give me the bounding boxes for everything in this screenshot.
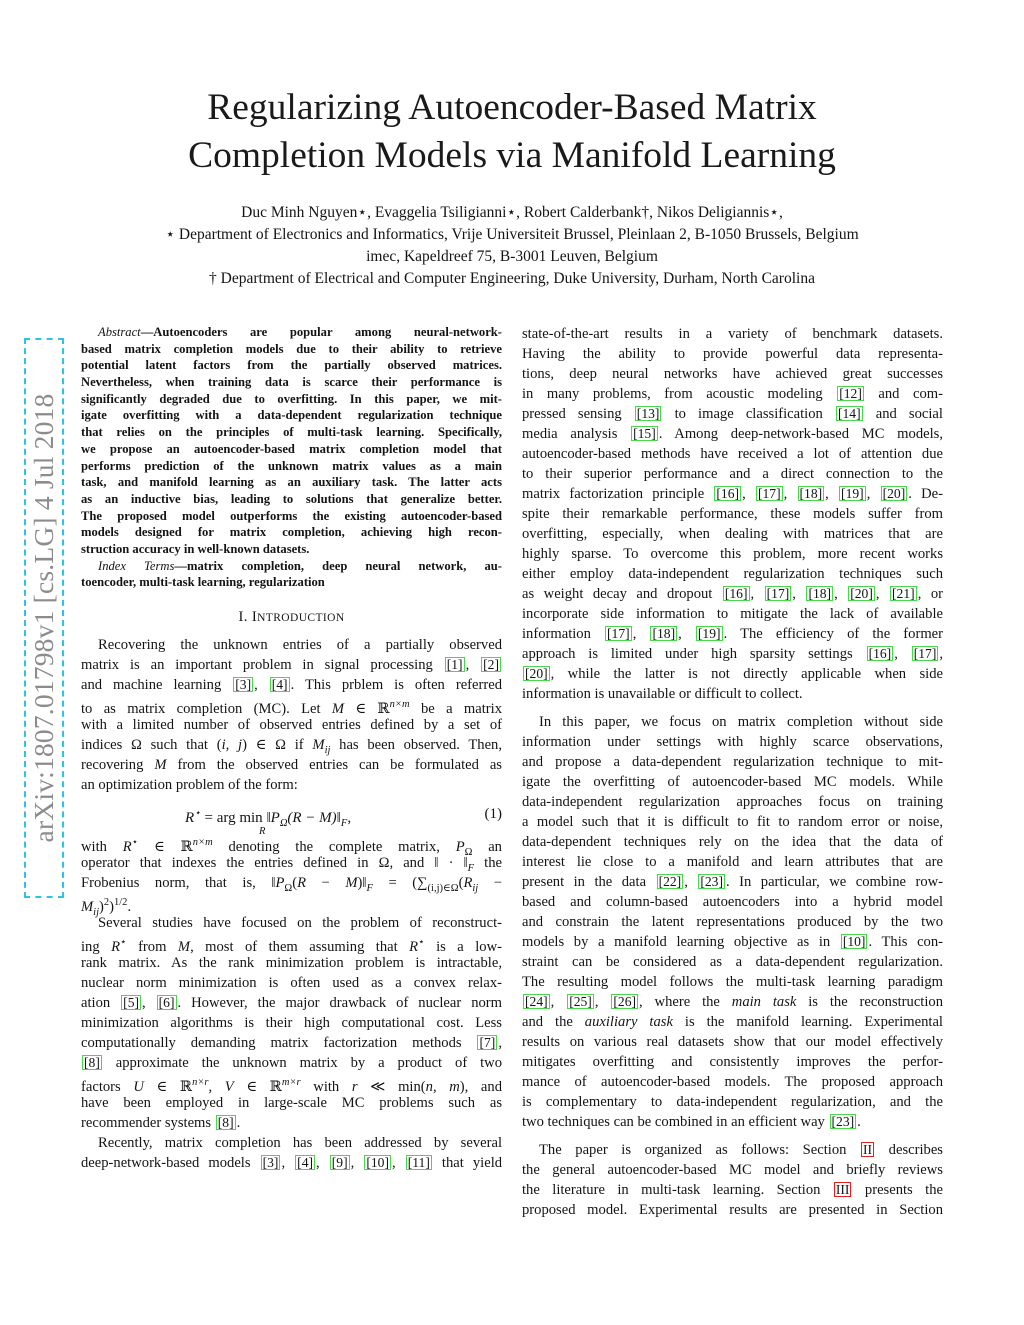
citation-link[interactable]: [12] (839, 386, 862, 401)
citation-link[interactable]: [25] (569, 994, 592, 1009)
abstract-line: struction accuracy in well-known datasets. (81, 541, 310, 556)
intro-paragraph-5: state-of-the-art results in a variety of benchmark datasets. Having the ability to provide powerful data representa- tions, deep neural networks have achieved great successes in many problems, from acoustic modeling [12] and com- pressed sensing [13] to image classification [14] and social media analysis [15] . Among deep-network-based MC models, autoencoder-based methods have received a lot of attention due to their superior performance and a direct connection to the matrix factorization principle [16] , [17] , [18] , [19] , [20] . De- spite their remarkable performance, these models suffer from overfitting, especially, when dealing with matrices that are highly sparse. To overcome this problem, more recent works either employ data-independent regularization techniques such as weight decay and dropout [16] , [17] , [18] , [20] , [21] , or incorporate side information to mitigate the lack of available information [17] , [18] , [19] . The efficiency of the former approach is limited under high sparsity settings [16] , [17] , [20] , while the latter is not directly applicable when side information is unavailable or difficult to collect. (522, 326, 944, 702)
affiliation-vub: ⋆ Department of Electronics and Informatics, Vrije Universiteit Brussel, Pleinlaan 2, B-1050 Brussels, Belgium (165, 226, 859, 243)
abstract (81, 324, 502, 591)
abstract-line: performs prediction of the unknown matrix values as a main (81, 458, 502, 473)
abstract-line: Nevertheless, when training data is scarce their performance is (81, 375, 502, 390)
citation-link[interactable]: [18] (652, 626, 676, 641)
index-terms-lead: Index Terms (98, 558, 175, 573)
right-column (522, 324, 943, 1220)
citation-link[interactable]: [16] (868, 646, 892, 661)
abstract-line: Abstract—Autoencoders are popular among neural-network- (98, 325, 502, 339)
citation-link[interactable]: [26] (613, 994, 637, 1009)
arxiv-identifier[interactable]: arXiv:1807.01798v1 [cs.LG] 4 Jul 2018 (28, 393, 59, 843)
title-line-2: Completion Models via Manifold Learning (188, 135, 836, 176)
citation-link[interactable]: [17] (913, 646, 937, 661)
abstract-line: igate overfitting with a data-dependent regularization technique (81, 408, 502, 423)
section-link[interactable]: II (863, 1142, 873, 1157)
abstract-line: models designed for matrix completion, achieving high recon- (81, 525, 502, 540)
author-names: Duc Minh Nguyen⋆, Evaggelia Tsiligianni⋆, Robert Calderbank†, Nikos Deligiannis⋆, (241, 204, 783, 221)
affiliation-duke: † Department of Electrical and Computer Engineering, Duke University, Durham, North Carolina (209, 270, 815, 287)
citation-link[interactable]: [8] (217, 1115, 234, 1130)
section-link[interactable]: III (835, 1182, 850, 1197)
abstract-line: based matrix completion models due to their ability to retrieve (81, 341, 502, 356)
citation-link[interactable]: [14] (837, 406, 861, 421)
citation-link[interactable]: [3] (235, 677, 252, 692)
citation-link[interactable]: [17] (757, 486, 781, 501)
citation-link[interactable]: [4] (297, 1155, 314, 1170)
citation-link[interactable]: [10] (366, 1155, 389, 1170)
intro-paragraph-7: The paper is organized as follows: Section II describes the general autoencoder-based MC model and briefly reviews the literature in multi-task learning. Section III presents the proposed model. Experimental results are presented in Section (522, 1142, 943, 1218)
abstract-line: potential latent factors from the partially observed matrices. (81, 358, 502, 373)
citation-link[interactable]: [19] (697, 626, 721, 641)
citation-link[interactable]: [1] (446, 657, 463, 672)
author-block (60, 202, 964, 290)
citation-link[interactable]: [6] (158, 995, 175, 1010)
citation-link[interactable]: [2] (483, 657, 499, 672)
intro-paragraph-1: Recovering the unknown entries of a partially observed matrix is an important problem in signal processing [1] , [2] and machine learning [3] , [4] . This prblem is often referred to as matrix completion (MC). Let M ∈ ℝ$^{n\times m}$ be a matrix with a limited number of observed entries defined by a set of indices Ω such that (i, j) ∈ Ω if $M_{ij}$ has been observed. Then, recovering M from the observed entries can be formulated as an optimization problem of the form: (81, 637, 503, 793)
citation-link[interactable]: [9] (331, 1155, 348, 1170)
citation-link[interactable]: [23] (831, 1114, 855, 1129)
citation-link[interactable]: [24] (525, 994, 548, 1009)
abstract-line: as an inductive bias, leading to solutions that generalize better. (81, 491, 502, 506)
abstract-line: that relies on the principles of multi-task learning. Specifically, (81, 425, 502, 440)
citation-link[interactable]: [22] (658, 874, 682, 889)
citation-link[interactable]: [10] (842, 934, 866, 949)
equation-number: (1) (484, 806, 502, 822)
citation-link[interactable]: [16] (716, 486, 740, 501)
intro-paragraph-4: Recently, matrix completion has been addressed by several deep-network-based models [3] , [4] , [9] , [10] , [11] that yield (81, 1135, 503, 1171)
abstract-line: significantly degraded due to overfitting. In this paper, we mit- (81, 391, 502, 406)
abstract-lead: Abstract (98, 325, 141, 339)
equation-1: R⋆ = arg $\min ‖P_\Omega(R$ − $M)‖_F$, R (1) (81, 797, 502, 833)
citation-link[interactable]: [15] (633, 426, 656, 441)
title-line-1: Regularizing Autoencoder-Based Matrix (207, 87, 817, 128)
citation-link[interactable]: [5] (123, 995, 140, 1010)
citation-link[interactable]: [20] (850, 586, 873, 601)
citation-link[interactable]: [18] (808, 586, 832, 601)
index-terms-line: toencoder, multi-task learning, regularization (81, 575, 325, 590)
abstract-line: The proposed model outperforms the existing autoencoder-based (81, 508, 502, 523)
citation-link[interactable]: [23] (700, 874, 724, 889)
citation-link[interactable]: [8] (84, 1055, 100, 1070)
left-column (81, 324, 502, 1173)
citation-link[interactable]: [4] (271, 677, 288, 692)
affiliation-imec: imec, Kapeldreef 75, B-3001 Leuven, Belgium (366, 248, 658, 265)
intro-paragraph-6: In this paper, we focus on matrix completion without side information under settings with highly scarce observations, and propose a data-dependent regularization technique to mit- igate the overfitting of autoencoder-based MC models. While data-independent regularization approaches focus on training a model such that it is difficult to fit to random error or noise, data-dependent techniques rely on the idea that the data of interest lie close to a manifold and learn attributes that are present in the data [22] , [23] . In particular, we combine row- based and column-based autoencoders into a hybrid model and constrain the latent representations produced by the two models by a manifold learning objective as in [10] . This con- straint can be considered as a data-dependent regularization. The resulting model follows the multi-task learning paradigm [24] , [25] , [26] , where the main task is the reconstruction and the auxiliary task is the manifold learning. Experimental results on various real datasets show that our model effectively mitigates overfitting and consistently improves the perfor- mance of autoencoder-based models. The proposed approach is complementary to data-independent regularization, and the two techniques can be combined in an efficient way [23] . (522, 714, 944, 1130)
citation-link[interactable]: [20] (882, 486, 906, 501)
citation-link[interactable]: [3] (262, 1155, 279, 1170)
citation-link[interactable]: [17] (607, 626, 630, 641)
citation-link[interactable]: [13] (636, 406, 660, 421)
index-terms: Index Terms—matrix completion, deep neural network, au- (98, 558, 502, 573)
citation-link[interactable]: [7] (479, 1035, 496, 1050)
citation-link[interactable]: [16] (724, 586, 748, 601)
citation-link[interactable]: [17] (766, 586, 790, 601)
intro-paragraph-3: Several studies have focused on the problem of reconstruct- ing R⋆ from M, most of them assuming that R⋆ is a low- rank matrix. As the rank minimization problem is intractable, nuclear norm minimization is often used as a convex relax- ation [5] , [6] . However, the major drawback of nuclear norm minimization algorithms is their high computational cost. Less computationally demanding matrix factorization methods [7] , [8] approximate the unknown matrix by a product of two factors U ∈ ℝ$^{n\times r}$, V ∈ ℝ$^{m\times r}$ with r ≪ min(n, m), and have been employed in large-scale MC problems such as recommender systems [8] . (81, 915, 503, 1131)
abstract-line: task, and manifold learning as an auxiliary task. The latter acts (81, 475, 502, 490)
section-heading-introduction: I. INTRODUCTION (238, 609, 345, 625)
citation-link[interactable]: [20] (525, 666, 548, 681)
paper-title (80, 84, 944, 180)
citation-link[interactable]: [11] (407, 1155, 430, 1170)
intro-paragraph-2: with R⋆ ∈ ℝ$^{n\times m}$ denoting the complete matrix, $P_\Omega$ an operator that indexes the entries defined in Ω, and ‖ · $‖_F$ the Frobenius norm, that is, $‖P_\Omega(R$ − $M)‖_F = (\sum_{(i,j)\in\Omega}(R_{ij}$ − $M_{ij})^2)^{1/2}$. (81, 837, 503, 918)
citation-link[interactable]: [21] (892, 586, 915, 601)
citation-link[interactable]: [18] (799, 486, 823, 501)
abstract-line: we propose an autoencoder-based matrix completion model that (81, 441, 502, 456)
citation-link[interactable]: [19] (841, 486, 864, 501)
